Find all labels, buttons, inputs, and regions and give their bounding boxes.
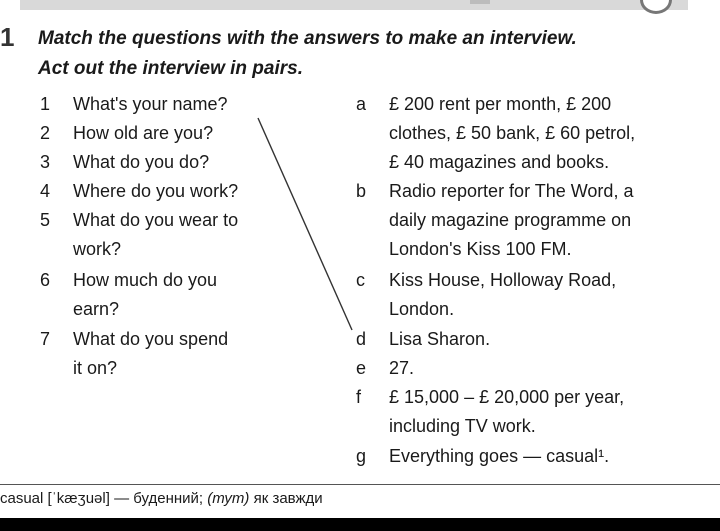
footnote-note: (тут) bbox=[207, 490, 250, 507]
question-number: 2 bbox=[40, 123, 51, 143]
answer-text: £ 15,000 – £ 20,000 per year, bbox=[389, 387, 625, 407]
footnote-transcription: [ˈkæʒuəl] bbox=[47, 490, 110, 507]
answer-a-line-2: clothes, £ 50 bank, £ 60 petrol, bbox=[389, 123, 636, 143]
question-text: What's your name? bbox=[73, 94, 228, 114]
match-line-stroke bbox=[258, 118, 352, 330]
answer-text: Lisa Sharon. bbox=[389, 329, 491, 349]
answer-text: £ 200 rent per month, £ 200 bbox=[389, 94, 612, 114]
question-number: 7 bbox=[40, 329, 51, 349]
footnote-translation: — буденний; bbox=[114, 490, 204, 507]
question-text: Where do you work? bbox=[73, 181, 239, 201]
answer-f-line-2: including TV work. bbox=[389, 416, 536, 436]
answer-b-line-3: London's Kiss 100 FM. bbox=[389, 239, 572, 259]
question-text: How much do you bbox=[73, 270, 218, 290]
exercise-number: 1 bbox=[0, 22, 15, 52]
question-6-continued: earn? bbox=[73, 299, 120, 319]
answer-letter: d bbox=[356, 329, 367, 349]
instruction-line-2: Act out the interview in pairs. bbox=[38, 58, 303, 79]
answer-text: Everything goes — casual¹. bbox=[389, 446, 610, 466]
question-text: What do you wear to bbox=[73, 210, 239, 230]
answer-text: Radio reporter for The Word, a bbox=[389, 181, 634, 201]
question-text: How old are you? bbox=[73, 123, 214, 143]
answer-text: 27. bbox=[389, 358, 415, 378]
question-text: What do you spend bbox=[73, 329, 229, 349]
question-number: 5 bbox=[40, 210, 51, 230]
answer-letter: g bbox=[356, 446, 367, 466]
answer-text: Kiss House, Holloway Road, bbox=[389, 270, 617, 290]
answer-c-line-2: London. bbox=[389, 299, 455, 319]
answer-letter: a bbox=[356, 94, 367, 114]
question-5-continued: work? bbox=[73, 239, 122, 259]
question-text: What do you do? bbox=[73, 152, 210, 172]
instruction-line-1: Match the questions with the answers to make an interview. bbox=[38, 28, 577, 49]
footnote-divider bbox=[0, 484, 720, 485]
question-7-continued: it on? bbox=[73, 358, 118, 378]
question-number: 3 bbox=[40, 152, 51, 172]
answer-letter: b bbox=[356, 181, 367, 201]
question-number: 1 bbox=[40, 94, 51, 114]
answer-letter: c bbox=[356, 270, 365, 290]
footnote bbox=[0, 490, 323, 507]
answer-b-line-2: daily magazine programme on bbox=[389, 210, 632, 230]
bottom-black-bar bbox=[0, 518, 720, 531]
footnote-rest: як завжди bbox=[253, 490, 323, 507]
answer-letter: f bbox=[356, 387, 362, 407]
footnote-word: casual bbox=[0, 490, 44, 507]
question-number: 6 bbox=[40, 270, 51, 290]
answer-a-line-3: £ 40 magazines and books. bbox=[389, 152, 610, 172]
question-number: 4 bbox=[40, 181, 51, 201]
answer-letter: e bbox=[356, 358, 367, 378]
